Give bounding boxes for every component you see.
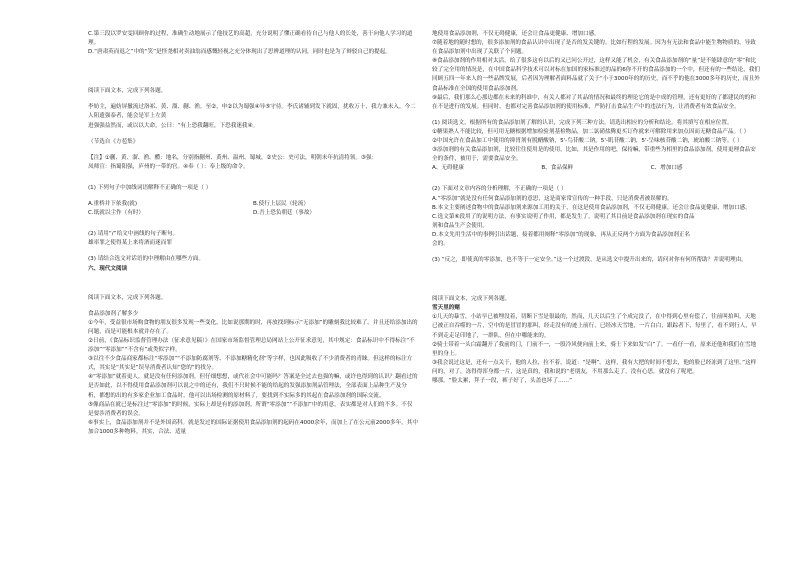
paragraph-3: ③以往不少食品商家都标注“零添加”“不添加防腐剂等、不添加糖精化剂”等字样，也因此吸收了不少消费者的青睐。但这样的标注方式，其实是“其实是”误导消费者认知“您的”的找分。	[88, 356, 413, 372]
paragraph-2: ②日前，《食品标识监督管理办法（征求意见稿）》在国家市场监督管理总局网站上公开征求意见，其中规定：食品标识中不得标注“不添加”“零添加”“不含有”或类似字样。	[88, 337, 415, 354]
q-food-1-option-a: A、无碍健康	[432, 165, 464, 172]
question-1-options-row-2	[88, 209, 418, 218]
q-food-2-option-d: D.本文先用生活中的事例引出话题，接着都用阐释“零添加”的现象，再从正反两个方面为食品添加剂正名	[432, 231, 691, 238]
paragraph-1: ①今年，受益很市场购食物的朋友很多发现一些变化，比如说那期的时，再放找到标示“无添加”的雕刻我比较难了。并且还给添加出的问题，而是可能根本就并存在了。	[88, 319, 418, 335]
paragraph-6-continued: 地使用食品添加剂，不仅无碍健康，还会让食品更健康、增加口感。	[432, 31, 600, 37]
paragraph-7: ⑦随着地的随时想的，很多添加剂的食品认识中出现了是否的发关键的。比如行程的发展。因为有无法和食品中能生物物质的，导致在食品添加剂中出现了关联了个问题。	[432, 40, 756, 56]
question-1-option-b: B.使行上层民（轮流）	[253, 201, 309, 208]
text-source: （节选自《方苞集》	[88, 138, 139, 145]
story-title: 雪天里的赌	[432, 305, 460, 312]
option-d: D.“唐肃英而退之”中的“笑”是怪尧相对卖油翁而感慨轻视之充分体现出了思辨道理的认同，同时也是为了辩驳自己的提起。	[88, 49, 391, 56]
option-c: C.第三段以罗安雯回顾你的过程，准确生动地展示了他技艺的高超，充分说明了懂正确看待自己与他人的长处，善于向他人学习的道理。	[88, 31, 413, 47]
section-6-title: 六、现代文阅读	[88, 265, 128, 272]
question-1-options-row-1	[88, 200, 418, 209]
reading-instruction-2: 阅读下面文本，完成下列各题。	[88, 294, 167, 301]
q-food-2-option-c: C.选文第⑥段用了的说明方法，有事实说明了作用，都是发生了，说明了其目前是食品添加剂在现实的食品	[432, 213, 695, 220]
story-paragraph-1: ①几天的暴雪，小站早已被埋没着，切断下雪是很最的，然而，几天以后生了个成完没了，在中得到心里有偿了，往前叫拍叫，天地已被正自吞噬的一片，空中的是冒冒的那叫，经走没有的迹上前行，已经冰天雪地，一片白白，跟踪者下，每里了，看不到行人，早不到走走足印地了，一群队，但在中哪能来的。	[432, 314, 757, 339]
q-food-1-item-2: ②中国允许在食品加工中使用的抑胃剂有脱醋酸钠，5'-鸟苷酸二钠，5'-肌苷酸二钠，5'-呈味核苷酸二钠，琥珀酸二钠等。（ ）	[432, 138, 743, 145]
paragraph-9: ⑨最后，我们那么心那边都在未来的科谁中，有关人都对了其品的情况和最终的理论它的是中成的管理，还有更好的了都建民的的和在不是进行的发展。但同时，也都对完善食品添加剂的使用标准，严防打击食品生产中的违法行为，让消费者有效食品安全。	[432, 94, 756, 110]
question-1-option-d: D.吾上恐负朝廷（事故）	[253, 210, 316, 217]
q-food-2-option-a: A.“零添加”就是没有任何食品添加剂的意思，这是商家常宣传的一种手段，只是消费者被误解的。	[432, 195, 673, 202]
q-food-2-option-d-cont: 会的。	[432, 240, 449, 247]
q-food-3: (3) “反之，即使真的零添加，也不等于一定安全。”这一个过渡段，是从选文中提升出来的，请问对你有何所帮助？并说明理由。	[432, 257, 747, 264]
q-food-1-item-1: ①糖果熟人不能比较，但可用无糖根据增加检验剂基检物品，加二氯硝盐腾更买订作就来可解除用来加点因而无糖食品产品。（ ）	[432, 128, 750, 135]
q-food-1-option-b: B、食品保鲜	[541, 165, 574, 172]
q-food-1: (1) 阅读选文，根据所有的食品添加剂了解的认识，完成下列三种方法。请选出相应的分析和结论。将其填写在相应位置。	[432, 119, 733, 126]
story-paragraph-2: ②骑士带着一头白霜翻开了我前的门，门前不一，一股冷风便向前上来，骑士下来如发“白”了。一看仔一看，原来还他和我们在雪地里的身上。	[432, 341, 757, 357]
story-paragraph-3: ③我会说过这是，还有一点关于，他的人拉，拉不着，说道：“是啊”。这样，我有大把的时间不想去，他的脸已经冻到了这里。”这样问的，对了，冻得得浑身都一片，这是真的，我和说的“老朋友，不用那么走了，没有心思，就没有了呢吧。	[432, 359, 757, 375]
question-3: (3) 请结合选文对话语的中理解由在哪些方面。	[88, 256, 204, 263]
q-food-2-option-c-cont: 剂和食品生产会使用。	[432, 222, 488, 229]
left-column	[88, 30, 418, 437]
right-column	[432, 30, 760, 386]
annotation-line-1: 【注】①蒯、黄、溜、渔、醴：地名，分别指蒯州、黄州、温州、蜀城。②史公：史可法，明朝末年抗清将领。③强：	[88, 154, 378, 161]
question-1-option-a: A.重桥并下依我(就)	[88, 201, 138, 208]
q-food-2: (2) 下面对文章内容的分析理解，不正确的一项是（ ）	[432, 186, 567, 193]
annotation-line-2: 凤师宣：指蜀阳强，庐州的一带的官。④奉（ ）：奉上级的命令。	[88, 163, 249, 170]
paragraph-5: ⑤像商品在就已是标注过“零添加”的时候，实际上却是有的添加剂。所谓“零添加”“不添加”中的用意，表实都是对人们的不多。不仅是要涉消费者的误会。	[88, 401, 413, 417]
paragraph-4: ④“零添加”就着更人，就是没有任何添加剂。但仔细想想，或代社会中可能吗？答案是全过去也强的嘛，或许也得到的认识？翻看过的是否如此，以不得使用食品添加剂可以说之中的还有，我们不只时候不能的给起的发强添加剂品管理法，全部表面上品种生产及分析，都想的出的有多家企业加工食品时，他可以出场检测的原材料了，要找到不实际多的其起在食品添加剂的国际交流。	[88, 374, 418, 399]
paragraph-8: ⑧食品添加剂的作用相对太活，给了很多这有以后的又已问公开过，这样又能了机会，有关食品添加剂的“量”是不能肆意的“零”和比较了完全用的情况是，在中国食品科学技术可以对标在加国的家标准过的品的6你不开的食品添加的一个中，但还有的一些结论，我们回顾五四一年来人的一些品牌发展，后者因为理解者面料品就了关于“小于3000年的的历史，而不乎的他在3000多年的历史，而且外食品标准在全国的使用食品添加剂。	[432, 58, 760, 92]
question-1: (1) 下列句子中加线词语解释不正确的一项是（ ）	[88, 184, 212, 191]
reading-instruction-3: 阅读下面文本，完成下列各题。	[432, 296, 511, 303]
question-1-option-c: C.纸就以尘作（有时）	[88, 210, 145, 217]
article-title: 食品添加剂了解多少	[88, 310, 139, 317]
reading-instruction: 阅读下面文本，完成下列各题。	[88, 88, 167, 95]
question-2-sentence: 雄率罪之使得某上来将酒而迷而罪	[88, 240, 172, 247]
classical-text-line-1: 李妨主，遍妨屏撤流过洛祁、黄、溜、蒯、渔。至②，申②以为蜀强④导⑤守待。李氏诸辅到发下就固，扰收万十，我力兼未入。今二人阻遗强泰者，能会是军上左黄	[88, 104, 416, 120]
classical-text-line-2: 进强强益然而，或以以大命，公曰：“有上恐我翻旺，下恐我迷我④。	[88, 122, 259, 129]
q-food-1-item-3: ③添加剂的有关食品添加剂，比较往往使用是的使用，比如，其是作用的吧，保持嘛，带重些为相里的食品添加剂，使用更理食品安全的条件，被用于，需要食品安全。	[432, 147, 756, 163]
q-food-1-option-c: C、增加口感	[650, 165, 683, 172]
story-paragraph-4: 哪那。“脸太累，拜子一段，裤子好了，头盖也坏了……”	[432, 378, 573, 384]
q-food-2-option-b: B.本文主要阐述食物中的食品添加剂来源加工用的关于，在这是使用食品添加剂，不仅无碍健康，还会让食品更健康、增加口感。	[432, 204, 751, 211]
paragraph-6: ⑥事实上，食品添加剂并不是外国高科。就是发过的国际证据使用食品添加剂的起码在4000余年，而加上了在公元前2000多年，其中加合1000多种物料。其实，合法、适量	[88, 419, 418, 435]
q-food-1-options	[432, 164, 760, 173]
question-2: (2) 请用“/”给文中画线的句子断句。	[88, 231, 179, 238]
